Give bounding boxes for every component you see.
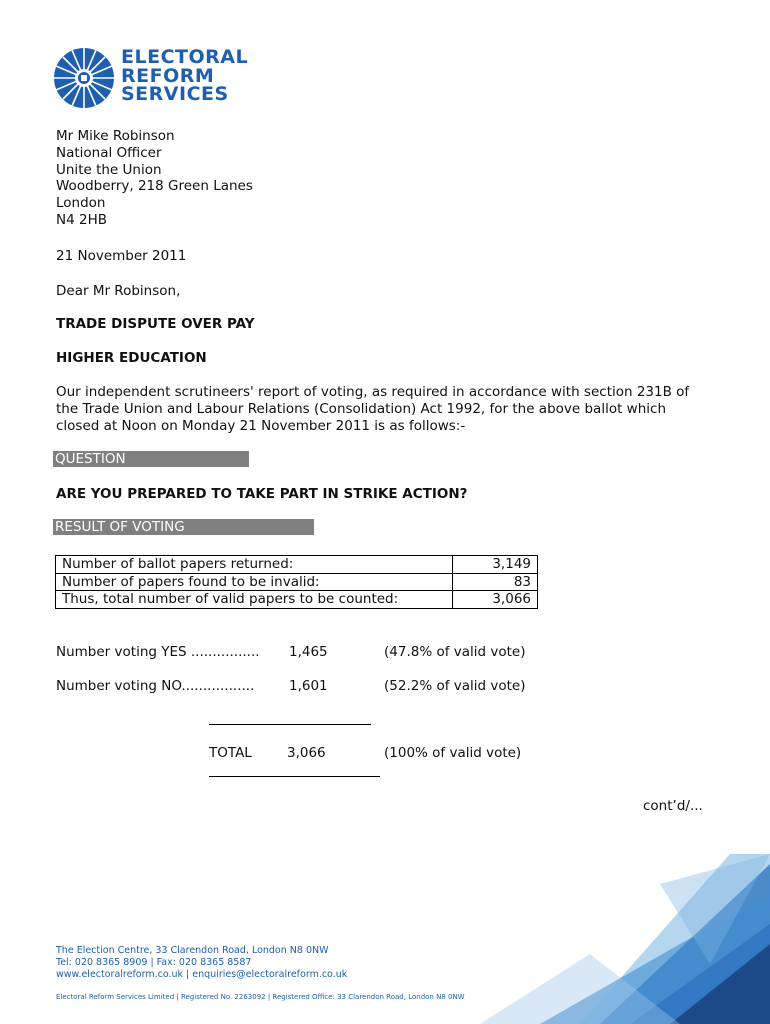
table-cell-label: Number of papers found to be invalid: <box>56 573 453 591</box>
no-percent: (52.2% of valid vote) <box>384 678 526 694</box>
footer-address: The Election Centre, 33 Clarendon Road, London N8 0NW <box>56 945 329 956</box>
logo-line-1: ELECTORAL <box>121 46 249 68</box>
question-header-bar: QUESTION <box>53 451 249 467</box>
total-percent: (100% of valid vote) <box>384 745 522 761</box>
address-line: Mr Mike Robinson <box>56 128 175 144</box>
address-line: Woodberry, 218 Green Lanes <box>56 178 253 195</box>
table-row <box>56 591 538 609</box>
total-rule-bottom <box>209 776 380 777</box>
total-count: 3,066 <box>287 745 326 761</box>
address-line: National Officer <box>56 144 162 161</box>
table-cell-label: Number of ballot papers returned: <box>56 556 453 574</box>
address-line: Unite the Union <box>56 161 162 178</box>
yes-count: 1,465 <box>289 644 328 660</box>
total-rule-top <box>209 724 371 725</box>
intro-line: closed at Noon on Monday 21 November 2011 is as follows:- <box>56 418 466 434</box>
subject-line-1: TRADE DISPUTE OVER PAY <box>56 316 255 332</box>
no-label: Number voting NO................. <box>56 678 255 694</box>
letter-date: 21 November 2011 <box>56 248 187 264</box>
table-row <box>56 556 538 574</box>
intro-paragraph <box>56 384 736 435</box>
result-header-bar: RESULT OF VOTING <box>53 519 314 535</box>
intro-line: Our independent scrutineers' report of voting, as required in accordance with section 231B of <box>56 384 690 400</box>
yes-percent: (47.8% of valid vote) <box>384 644 526 660</box>
logo-line-2: REFORM <box>121 64 215 87</box>
table-cell-label: Thus, total number of valid papers to be counted: <box>56 591 453 609</box>
table-cell-value: 3,066 <box>453 591 538 609</box>
table-row <box>56 573 538 591</box>
results-table <box>55 555 538 609</box>
intro-line: the Trade Union and Labour Relations (Consolidation) Act 1992, for the above ballot which <box>56 401 666 417</box>
table-cell-value: 3,149 <box>453 556 538 574</box>
address-line: N4 2HB <box>56 211 107 228</box>
table-cell-value: 83 <box>453 573 538 591</box>
logo-wordmark <box>121 48 248 104</box>
total-label: TOTAL <box>209 745 252 761</box>
continued-marker: cont’d/... <box>643 798 703 814</box>
salutation: Dear Mr Robinson, <box>56 283 181 299</box>
footer-web: www.electoralreform.co.uk | enquiries@electoralreform.co.uk <box>56 969 348 980</box>
ers-logo-icon <box>52 46 116 110</box>
address-line: London <box>56 195 106 212</box>
ballot-question: ARE YOU PREPARED TO TAKE PART IN STRIKE ACTION? <box>56 486 468 502</box>
recipient-address <box>56 128 253 229</box>
logo-line-3: SERVICES <box>121 83 229 105</box>
footer-registered: Electoral Reform Services Limited | Registered No. 2263092 | Registered Office: 33 Clarendon Road, London N8 0NW <box>56 993 465 1001</box>
footer-phone: Tel: 020 8365 8909 | Fax: 020 8365 8587 <box>56 957 252 968</box>
yes-label: Number voting YES ................ <box>56 644 260 660</box>
no-count: 1,601 <box>289 678 328 694</box>
corner-swoosh-graphic <box>480 854 770 1024</box>
subject-line-2: HIGHER EDUCATION <box>56 350 207 366</box>
